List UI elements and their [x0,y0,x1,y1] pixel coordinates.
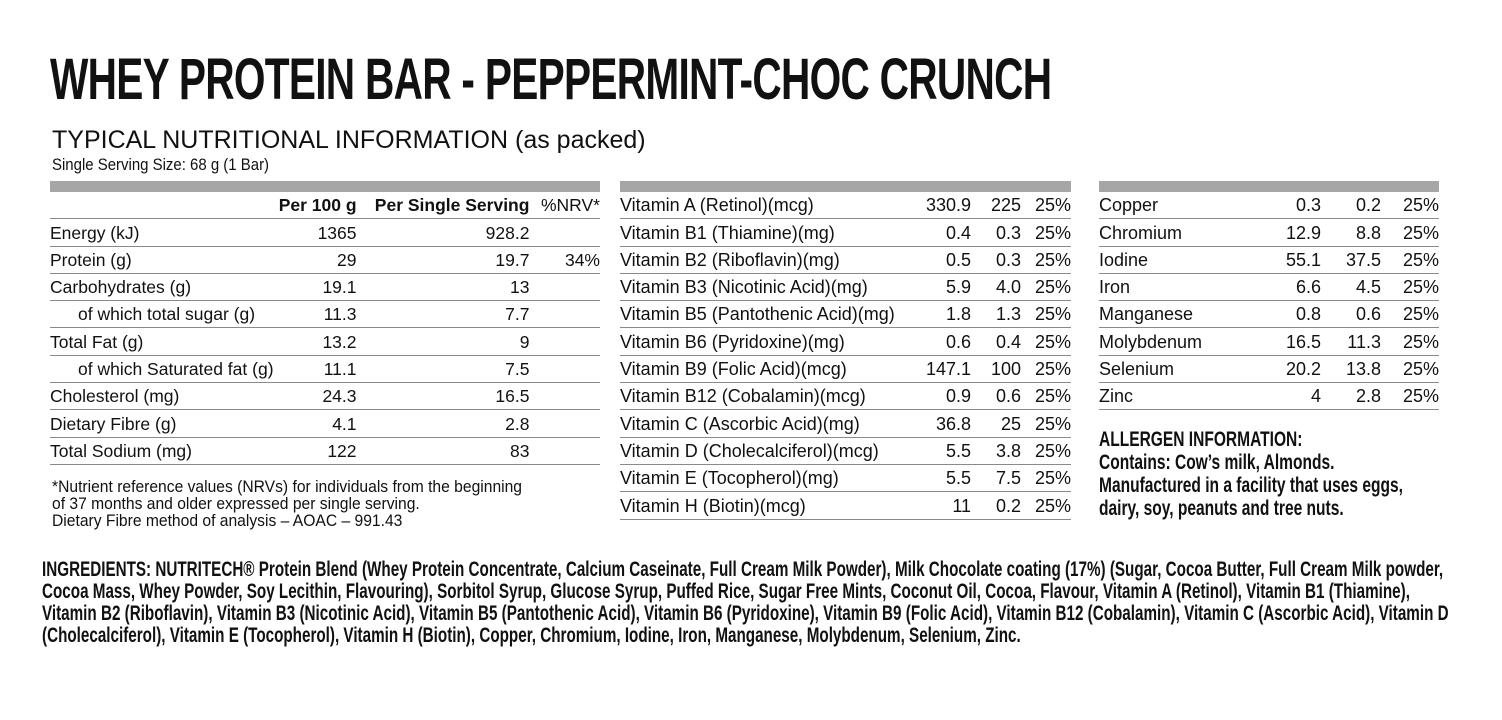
per-serving-value: 4.5 [1321,273,1381,300]
per-serving-value: 4.0 [971,273,1021,300]
per-serving-value: 19.7 [357,246,530,273]
nutrient-name: Vitamin B5 (Pantothenic Acid)(mg) [620,301,905,328]
per-100g-value: 5.5 [905,464,971,491]
header-nrv: %NRV* [529,192,600,219]
table-row [620,492,1071,519]
vitamins-panel [620,181,1071,520]
table-row [1099,355,1439,382]
per-serving-value: 0.6 [971,383,1021,410]
nutrient-name: Iodine [1099,246,1249,273]
per-serving-value: 928.2 [357,219,530,246]
nutrient-name: Vitamin B9 (Folic Acid)(mcg) [620,355,905,382]
table-row [1099,383,1439,410]
ingredients-text: INGREDIENTS: NUTRITECH® Protein Blend (Whey Protein Concentrate, Calcium Caseinate, Full Cream Milk Powder), Milk Chocolate coating (17%) (Sugar, Cocoa Butter, Full Cream Milk powder, Cocoa Mass, Whey Powder, Soy Lecithin, Flavouring), Sorbitol Syrup, Glucose Syrup, Puffed Rice, Sugar Free Mints, Coconut Oil, Cocoa, Flavour, Vitamin A (Retinol), Vitamin B1 (Thiamine), Vitamin B2 (Riboflavin), Vitamin B3 (Nicotinic Acid), Vitamin B5 (Pantothenic Acid), Vitamin B6 (Pyridoxine), Vitamin B9 (Folic Acid), Vitamin B12 (Cobalamin), Vitamin C (Ascorbic Acid), Vitamin D (Cholecalciferol), Vitamin E (Tocopherol), Vitamin H (Biotin), Copper, Chromium, Iodine, Iron, Manganese, Molybdenum, Selenium, Zinc. [42,558,1449,647]
header-per-serving: Per Single Serving [357,192,530,219]
header-per-100g: Per 100 g [274,192,357,219]
table-row [50,301,600,328]
nrv-value: 25% [1381,355,1439,382]
per-100g-value: 20.2 [1249,355,1321,382]
nutrient-name: Vitamin D (Cholecalciferol)(mcg) [620,437,905,464]
nrv-value: 34% [529,246,600,273]
table-row [620,246,1071,273]
per-100g-value: 12.9 [1249,219,1321,246]
table-row [50,273,600,300]
nrv-value: 25% [1021,192,1071,219]
per-serving-value: 1.3 [971,301,1021,328]
nutrient-name: Dietary Fibre (g) [50,410,274,437]
per-serving-value: 25 [971,410,1021,437]
per-serving-value: 13 [357,273,530,300]
per-100g-value: 0.6 [905,328,971,355]
nutrient-name: Vitamin B12 (Cobalamin)(mcg) [620,383,905,410]
per-serving-value: 0.6 [1321,301,1381,328]
per-serving-value: 16.5 [357,383,530,410]
per-serving-value: 0.2 [1321,192,1381,219]
per-serving-value: 0.3 [971,246,1021,273]
per-100g-value: 0.4 [905,219,971,246]
nrv-value [529,328,600,355]
footnote-line: Dietary Fibre method of analysis – AOAC – 991.43 [52,511,403,530]
nrv-value [529,219,600,246]
table-row [1099,328,1439,355]
nrv-value: 25% [1021,273,1071,300]
header-nutrient [50,192,274,219]
product-title: WHEY PROTEIN BAR - PEPPERMINT-CHOC CRUNCH [50,47,1052,112]
per-100g-value: 24.3 [274,383,357,410]
table-row [620,355,1071,382]
table-row [620,383,1071,410]
nutrient-name: of which Saturated fat (g) [50,355,274,382]
allergen-info [1099,428,1447,520]
per-serving-value: 13.8 [1321,355,1381,382]
nrv-value [529,383,600,410]
nrv-value [529,355,600,382]
table-row [1099,192,1439,219]
nrv-value: 25% [1381,192,1439,219]
main-nutrition-panel [50,181,600,465]
table-row [620,192,1071,219]
per-100g-value: 330.9 [905,192,971,219]
per-serving-value: 7.5 [971,464,1021,491]
per-100g-value: 4 [1249,383,1321,410]
panel-header-bar [620,181,1071,192]
nutrient-name: of which total sugar (g) [50,301,274,328]
per-100g-value: 1365 [274,219,357,246]
per-100g-value: 36.8 [905,410,971,437]
per-serving-value: 2.8 [1321,383,1381,410]
nutrient-name: Carbohydrates (g) [50,273,274,300]
nrv-value: 25% [1021,464,1071,491]
per-serving-value: 9 [357,328,530,355]
per-serving-value: 37.5 [1321,246,1381,273]
per-100g-value: 0.9 [905,383,971,410]
nrv-value [529,301,600,328]
per-100g-value: 11.1 [274,355,357,382]
table-row [50,355,600,382]
nutrition-subtitle: TYPICAL NUTRITIONAL INFORMATION (as packed) [52,126,646,154]
nutrient-name: Energy (kJ) [50,219,274,246]
nutrient-name: Cholesterol (mg) [50,383,274,410]
table-row [620,301,1071,328]
nrv-value: 25% [1021,437,1071,464]
nutrient-name: Protein (g) [50,246,274,273]
nrv-value: 25% [1381,246,1439,273]
nutrient-name: Total Fat (g) [50,328,274,355]
table-row [50,246,600,273]
minerals-table [1099,192,1439,410]
nrv-value [529,437,600,464]
table-row [1099,273,1439,300]
footnote-line: of 37 months and older expressed per single serving. [52,494,420,513]
per-100g-value: 6.6 [1249,273,1321,300]
nrv-value: 25% [1021,328,1071,355]
panel-header-bar [1099,181,1439,192]
per-100g-value: 29 [274,246,357,273]
nutrient-name: Vitamin B3 (Nicotinic Acid)(mg) [620,273,905,300]
nrv-value: 25% [1381,219,1439,246]
nrv-value [529,410,600,437]
nutrient-name: Selenium [1099,355,1249,382]
table-row [620,273,1071,300]
per-100g-value: 13.2 [274,328,357,355]
nrv-value: 25% [1021,355,1071,382]
per-100g-value: 147.1 [905,355,971,382]
nrv-value: 25% [1021,246,1071,273]
per-serving-value: 8.8 [1321,219,1381,246]
nrv-value: 25% [1381,328,1439,355]
nutrient-name: Vitamin C (Ascorbic Acid)(mg) [620,410,905,437]
per-100g-value: 11.3 [274,301,357,328]
nutrient-name: Manganese [1099,301,1249,328]
nutrient-name: Copper [1099,192,1249,219]
nrv-value: 25% [1021,301,1071,328]
table-row [50,437,600,464]
nrv-value: 25% [1381,301,1439,328]
per-100g-value: 4.1 [274,410,357,437]
nrv-value: 25% [1021,219,1071,246]
table-row [620,437,1071,464]
per-100g-value: 0.5 [905,246,971,273]
per-100g-value: 16.5 [1249,328,1321,355]
nutrient-name: Vitamin B1 (Thiamine)(mg) [620,219,905,246]
per-100g-value: 122 [274,437,357,464]
nutrient-name: Vitamin H (Biotin)(mcg) [620,492,905,519]
allergen-heading: ALLERGEN INFORMATION: [1099,428,1303,451]
table-row [50,328,600,355]
nutrient-name: Vitamin B6 (Pyridoxine)(mg) [620,328,905,355]
nrv-footnote [52,478,622,529]
table-header-row [50,192,600,219]
nrv-value: 25% [1381,273,1439,300]
per-serving-value: 7.5 [357,355,530,382]
allergen-contains: Contains: Cow’s milk, Almonds. [1099,451,1335,474]
per-serving-value: 2.8 [357,410,530,437]
per-100g-value: 0.3 [1249,192,1321,219]
minerals-panel [1099,181,1439,410]
per-100g-value: 1.8 [905,301,971,328]
per-100g-value: 5.5 [905,437,971,464]
per-100g-value: 19.1 [274,273,357,300]
per-100g-value: 11 [905,492,971,519]
table-row [1099,301,1439,328]
per-serving-value: 11.3 [1321,328,1381,355]
allergen-facility: Manufactured in a facility that uses eggs, dairy, soy, peanuts and tree nuts. [1099,474,1403,520]
per-serving-value: 83 [357,437,530,464]
per-serving-value: 225 [971,192,1021,219]
panel-header-bar [50,181,600,192]
nrv-value: 25% [1021,383,1071,410]
nutrient-name: Zinc [1099,383,1249,410]
per-serving-value: 0.4 [971,328,1021,355]
table-row [50,383,600,410]
nutrient-name: Chromium [1099,219,1249,246]
per-100g-value: 0.8 [1249,301,1321,328]
nutrient-name: Vitamin B2 (Riboflavin)(mg) [620,246,905,273]
vitamins-table [620,192,1071,520]
table-row [50,219,600,246]
table-row [620,328,1071,355]
per-serving-value: 0.3 [971,219,1021,246]
per-serving-value: 0.2 [971,492,1021,519]
nutrient-name: Molybdenum [1099,328,1249,355]
table-row [1099,246,1439,273]
table-row [620,410,1071,437]
per-serving-value: 3.8 [971,437,1021,464]
table-row [1099,219,1439,246]
nrv-value: 25% [1381,383,1439,410]
per-100g-value: 5.9 [905,273,971,300]
serving-size: Single Serving Size: 68 g (1 Bar) [52,155,270,174]
nutrient-name: Vitamin A (Retinol)(mcg) [620,192,905,219]
nutrient-name: Vitamin E (Tocopherol)(mg) [620,464,905,491]
nutrient-name: Total Sodium (mg) [50,437,274,464]
table-row [50,410,600,437]
per-serving-value: 7.7 [357,301,530,328]
per-100g-value: 55.1 [1249,246,1321,273]
nrv-value: 25% [1021,410,1071,437]
footnote-line: *Nutrient reference values (NRVs) for individuals from the beginning [52,477,523,496]
table-row [620,464,1071,491]
table-row [620,219,1071,246]
nrv-value [529,273,600,300]
nutrient-name: Iron [1099,273,1249,300]
nrv-value: 25% [1021,492,1071,519]
per-serving-value: 100 [971,355,1021,382]
main-nutrition-table [50,192,600,465]
